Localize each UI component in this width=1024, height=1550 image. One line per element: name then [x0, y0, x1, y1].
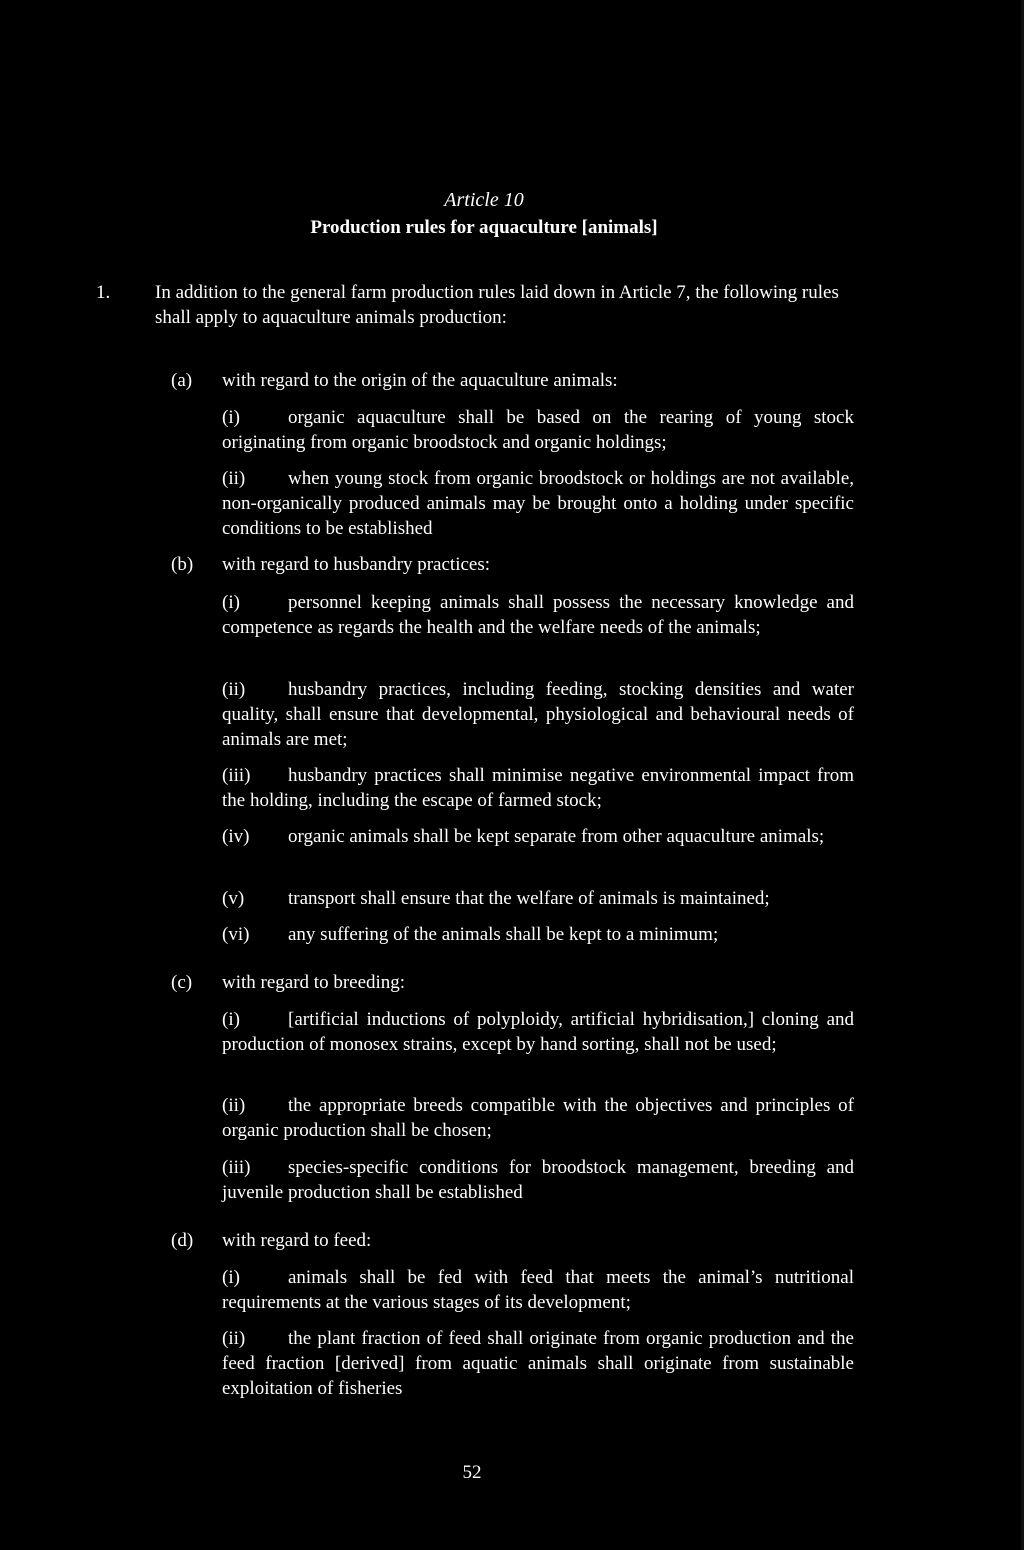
list-item [222, 1155, 854, 1205]
section-lead-b: with regard to husbandry practices: [222, 554, 491, 575]
section-letter-c: (c) [171, 972, 193, 993]
item-text: the plant fraction of feed shall originate from organic production and the feed fraction [derived] from aquatic animals shall originate from sustainable exploitation of fisheries [222, 1328, 854, 1399]
section-lead-c: with regard to breeding: [222, 972, 406, 993]
item-text: the appropriate breeds compatible with the objectives and principles of organic production shall be chosen; [222, 1095, 854, 1141]
item-number: (v) [222, 888, 245, 909]
item-text: organic animals shall be kept separate from other aquaculture animals; [288, 826, 825, 847]
item-text: animals shall be fed with feed that meets the animal’s nutritional requirements at the various stages of its development; [222, 1267, 854, 1313]
page-number: 52 [462, 1462, 482, 1483]
item-number: (i) [222, 592, 240, 613]
item-number: (i) [222, 1009, 240, 1030]
list-item [222, 886, 854, 911]
section-letter-a: (a) [171, 370, 193, 391]
list-item [222, 1265, 854, 1315]
item-number: (i) [222, 1267, 240, 1288]
item-number: (i) [222, 407, 240, 428]
item-number: (iv) [222, 826, 250, 847]
item-number: (iii) [222, 1157, 251, 1178]
list-item [222, 466, 854, 541]
section-lead-a: with regard to the origin of the aquaculture animals: [222, 370, 618, 391]
item-text: husbandry practices, including feeding, stocking densities and water quality, shall ensure that developmental, physiological and behavioural needs of animals are met; [222, 679, 854, 750]
item-number: (ii) [222, 679, 246, 700]
item-number: (iii) [222, 765, 251, 786]
article-title: Production rules for aquaculture [animals] [310, 217, 658, 238]
paragraph-text: In addition to the general farm production rules laid down in Article 7, the following rules shall apply to aquaculture animals production: [155, 282, 839, 328]
list-item [222, 763, 854, 813]
list-item [222, 1093, 854, 1143]
section-letter-b: (b) [171, 554, 194, 575]
item-text: husbandry practices shall minimise negative environmental impact from the holding, including the escape of farmed stock; [222, 765, 854, 811]
list-item [222, 405, 854, 455]
item-text: when young stock from organic broodstock or holdings are not available, non-organically produced animals may be brought onto a holding under specific conditions to be established [222, 468, 854, 539]
paragraph-number: 1. [96, 282, 111, 303]
item-number: (ii) [222, 1095, 246, 1116]
item-text: personnel keeping animals shall possess the necessary knowledge and competence as regards the health and the welfare needs of the animals; [222, 592, 854, 638]
section-letter-d: (d) [171, 1230, 194, 1251]
list-item [222, 922, 854, 947]
item-number: (ii) [222, 1328, 246, 1349]
item-text: species-specific conditions for broodstock management, breeding and juvenile production shall be established [222, 1157, 854, 1203]
item-text: any suffering of the animals shall be kept to a minimum; [288, 924, 719, 945]
list-item [222, 590, 854, 640]
article-number: Article 10 [444, 189, 524, 211]
list-item [222, 1007, 854, 1057]
item-text: organic aquaculture shall be based on the rearing of young stock originating from organic broodstock and organic holdings; [222, 407, 854, 453]
item-text: [artificial inductions of polyploidy, artificial hybridisation,] cloning and production of monosex strains, except by hand sorting, shall not be used; [222, 1009, 854, 1055]
list-item [222, 677, 854, 752]
list-item [222, 1326, 854, 1401]
section-lead-d: with regard to feed: [222, 1230, 372, 1251]
item-number: (ii) [222, 468, 246, 489]
item-number: (vi) [222, 924, 250, 945]
list-item [222, 824, 854, 849]
item-text: transport shall ensure that the welfare of animals is maintained; [288, 888, 770, 909]
